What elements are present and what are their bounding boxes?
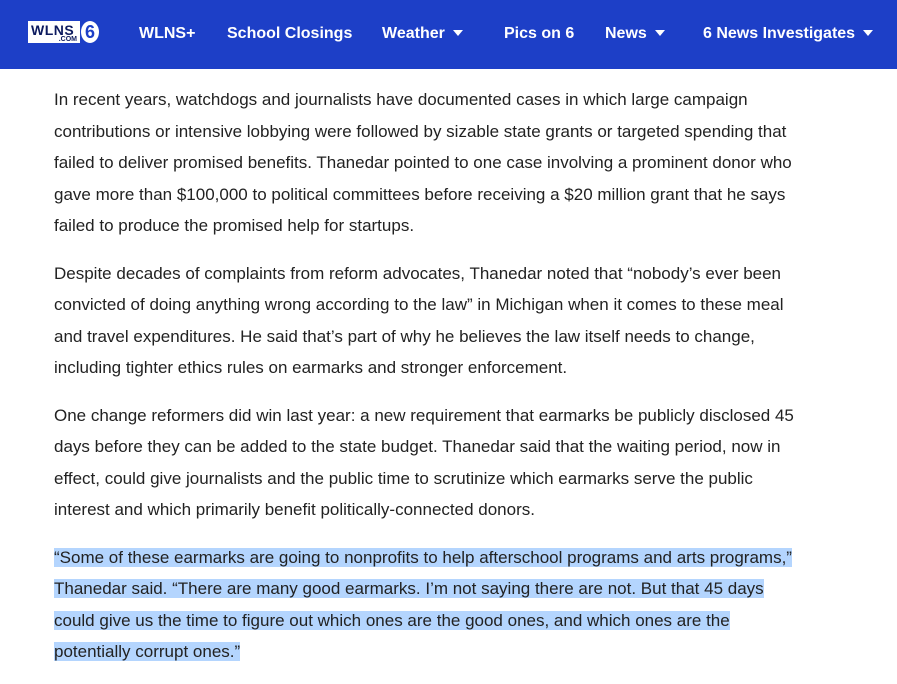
nav-item-label: Weather [382,25,445,42]
article-paragraph: Despite decades of complaints from reform advocates, Thanedar noted that “nobody’s ever been convicted of doing anything wrong according to the law” in Michigan when it comes to these meal and travel expenditures. He said that’s part of why he believes the law itself needs to change, including tighter ethics rules on earmarks and stronger enforcement. [54,263,784,377]
top-navigation-bar [0,0,897,69]
article-paragraph-selected [54,542,794,668]
nav-item-weather[interactable] [382,24,463,44]
chevron-down-icon [655,30,665,36]
nav-item-news[interactable] [605,24,665,44]
nav-item-label: News [605,25,647,42]
logo-text: WLNS [31,22,75,38]
nav-item-label: School Closings [227,25,353,42]
nav-item-label: 6 News Investigates [703,25,856,42]
article-paragraph: One change reformers did win last year: a new requirement that earmarks be publicly disclosed 45 days before they can be added to the state budget. Thanedar said that the waiting period, now in effect, could give journalists and the public time to scrutinize which earmarks serve the public interest and which primarily benefit politically-connected donors. [54,405,794,519]
chevron-down-icon [863,30,873,36]
chevron-down-icon [453,30,463,36]
nav-menu [0,0,897,69]
logo-six-icon: 6 [81,21,99,43]
selected-text: “Some of these earmarks are going to nonprofits to help afterschool programs and arts programs,” Thanedar said. “There are many good earmarks. I’m not saying there are not. But that 45 days could give us the time to figure out which ones are the good ones, and which ones are the potentially corrupt ones.” [54,547,792,661]
nav-item-6-news-investigates[interactable] [703,24,873,44]
nav-item-label: Pics on 6 [504,25,575,42]
article-paragraph: In recent years, watchdogs and journalists have documented cases in which large campaign contributions or intensive lobbying were followed by sizable state grants or targeted spending that failed to deliver promised benefits. Thanedar pointed to one case involving a prominent donor who gave more than $100,000 to political committees before receiving a $20 million grant that he says failed to produce the promised help for startups. [54,90,792,235]
nav-item-school-closings[interactable] [227,24,352,44]
nav-item-pics-on-6[interactable] [504,24,574,44]
nav-item-label: WLNS+ [139,25,196,42]
logo-sub: .COM [58,36,77,43]
nav-item-wlns-plus[interactable] [139,24,195,44]
article-body [54,84,794,684]
